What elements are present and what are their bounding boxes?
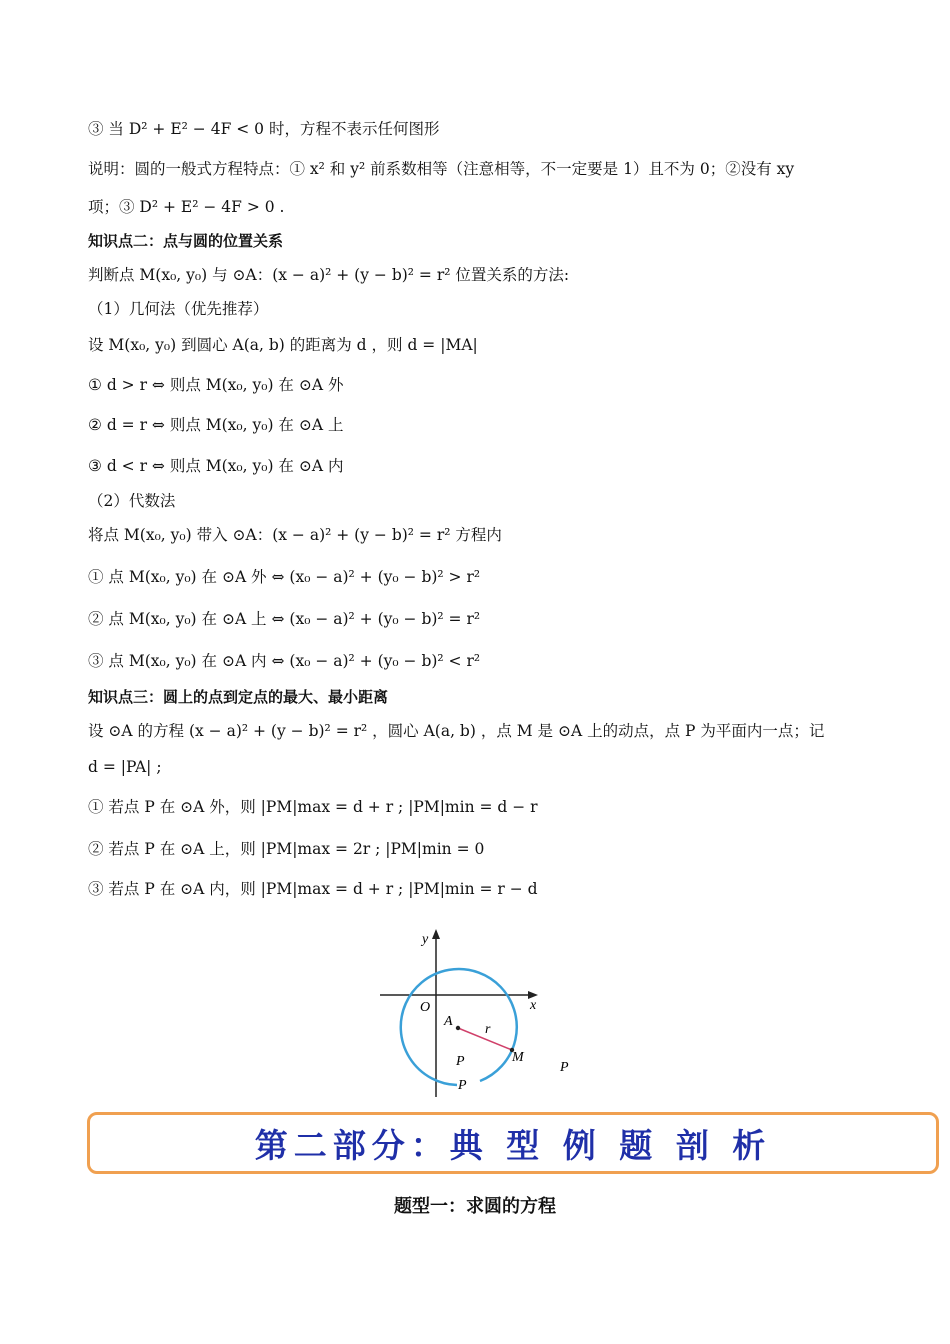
y-axis-arrow-icon [432, 929, 440, 939]
heading-knowledge-3: 知识点三：圆上的点到定点的最大、最小距离 [88, 688, 389, 706]
center-point [456, 1026, 460, 1030]
label-p-outside: P [560, 1060, 569, 1075]
line-13: ① 点 M(x₀, y₀) 在 ⊙A 外 ⇔ (x₀ − a)² + (y₀ − b)² > r² [88, 568, 481, 586]
circle-distance-figure [370, 925, 590, 1103]
line-15: ③ 点 M(x₀, y₀) 在 ⊙A 内 ⇔ (x₀ − a)² + (y₀ − b)² < r² [88, 652, 481, 670]
line-10: ③ d < r ⇔ 则点 M(x₀, y₀) 在 ⊙A 内 [88, 457, 344, 475]
label-m: M [512, 1050, 524, 1065]
line-9: ② d = r ⇔ 则点 M(x₀, y₀) 在 ⊙A 上 [88, 416, 344, 434]
label-y: y [422, 932, 429, 947]
line-18: d = |PA| ; [88, 758, 162, 776]
label-x: x [530, 998, 537, 1013]
line-12: 将点 M(x₀, y₀) 带入 ⊙A：(x − a)² + (y − b)² = r² 方程内 [88, 526, 502, 544]
label-p-on: P [458, 1078, 467, 1093]
line-14: ② 点 M(x₀, y₀) 在 ⊙A 上 ⇔ (x₀ − a)² + (y₀ − b)² = r² [88, 610, 481, 628]
part-two-banner [87, 1112, 939, 1174]
label-p-inside: P [456, 1054, 465, 1069]
line-2: 说明：圆的一般式方程特点：① x² 和 y² 前系数相等（注意相等，不一定要是 1）且不为 0；②没有 xy [88, 160, 795, 178]
line-11: （2）代数法 [88, 492, 176, 510]
label-origin: O [420, 1000, 431, 1015]
line-19: ① 若点 P 在 ⊙A 外，则 |PM|max = d + r ; |PM|min = d − r [88, 798, 538, 816]
banner-text: 第二部分：典 型 例 题 剖 析 [254, 1125, 772, 1165]
line-8: ① d > r ⇔ 则点 M(x₀, y₀) 在 ⊙A 外 [88, 376, 344, 394]
line-21: ③ 若点 P 在 ⊙A 内，则 |PM|max = d + r ; |PM|min = r − d [88, 880, 538, 898]
label-a: A [444, 1014, 453, 1029]
heading-knowledge-2: 知识点二：点与圆的位置关系 [88, 232, 284, 250]
line-6: （1）几何法（优先推荐） [88, 300, 269, 318]
line-17: 设 ⊙A 的方程 (x − a)² + (y − b)² = r² ，圆心 A(a, b) ，点 M 是 ⊙A 上的动点，点 P 为平面内一点；记 [88, 722, 825, 740]
line-7: 设 M(x₀, y₀) 到圆心 A(a, b) 的距离为 d ，则 d = |MA| [88, 336, 478, 354]
section-title: 题型一：求圆的方程 [394, 1196, 556, 1217]
line-5: 判断点 M(x₀, y₀) 与 ⊙A：(x − a)² + (y − b)² = r² 位置关系的方法: [88, 266, 570, 284]
line-20: ② 若点 P 在 ⊙A 上，则 |PM|max = 2r ; |PM|min = 0 [88, 840, 485, 858]
line-1: ③ 当 D² + E² − 4F < 0 时，方程不表示任何图形 [88, 120, 440, 138]
label-r: r [485, 1022, 491, 1037]
line-3: 项；③ D² + E² − 4F > 0 . [88, 198, 285, 216]
